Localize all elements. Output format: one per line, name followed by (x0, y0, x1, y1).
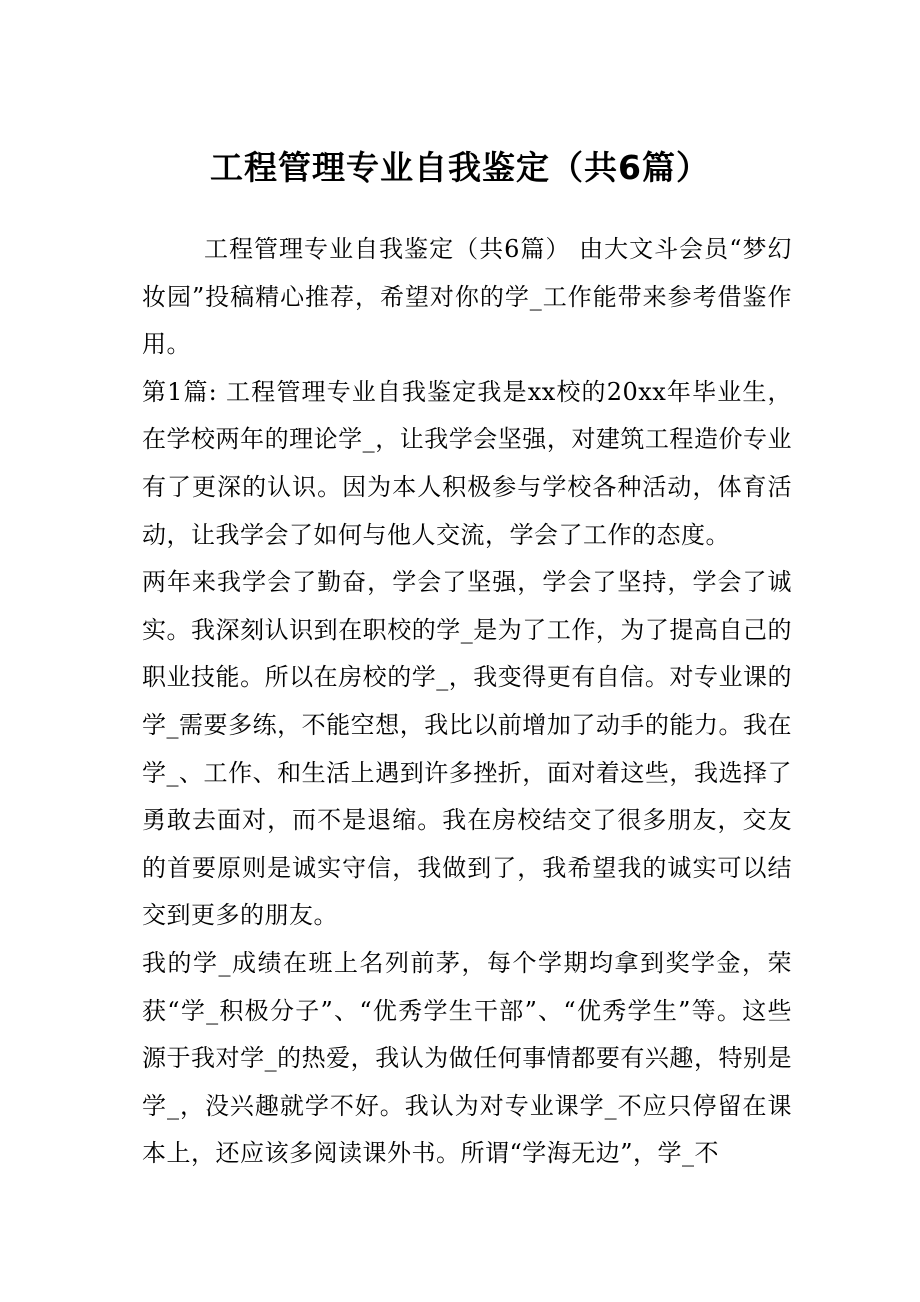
intro-paragraph: 工程管理专业自我鉴定（共6篇） 由大文斗会员“梦幻妆园”投稿精心推荐，希望对你的学_工作能带来参考借鉴作用。 (142, 235, 792, 359)
document-title: 工程管理专业自我鉴定（共6篇） (210, 148, 710, 187)
body-paragraph: 第1篇: 工程管理专业自我鉴定我是xx校的20xx年毕业生，在学校两年的理论学_，让我学会坚强，对建筑工程造价专业有了更深的认识。因为本人积极参与学校各种活动，体育活动，让我学会了如何与他人交流，学会了工作的态度。 (142, 377, 792, 549)
body-paragraph: 我的学_成绩在班上名列前茅，每个学期均拿到奖学金，荣获“学_积极分子”、“优秀学生干部”、“优秀学生”等。这些源于我对学_的热爱，我认为做任何事情都要有兴趣，特别是学_，没兴趣就学不好。我认为对专业课学_不应只停留在课本上，还应该多阅读课外书。所谓“学海无边”，学_不 (142, 948, 792, 1168)
document-body (142, 226, 792, 1178)
body-paragraph: 两年来我学会了勤奋，学会了坚强，学会了坚持，学会了诚实。我深刻认识到在职校的学_是为了工作，为了提高自己的职业技能。所以在房校的学_，我变得更有自信。对专业课的学_需要多练，不能空想，我比以前增加了动手的能力。我在学_、工作、和生活上遇到许多挫折，面对着这些，我选择了勇敢去面对，而不是退缩。我在房校结交了很多朋友，交友的首要原则是诚实守信，我做到了，我希望我的诚实可以结交到更多的朋友。 (142, 568, 792, 930)
